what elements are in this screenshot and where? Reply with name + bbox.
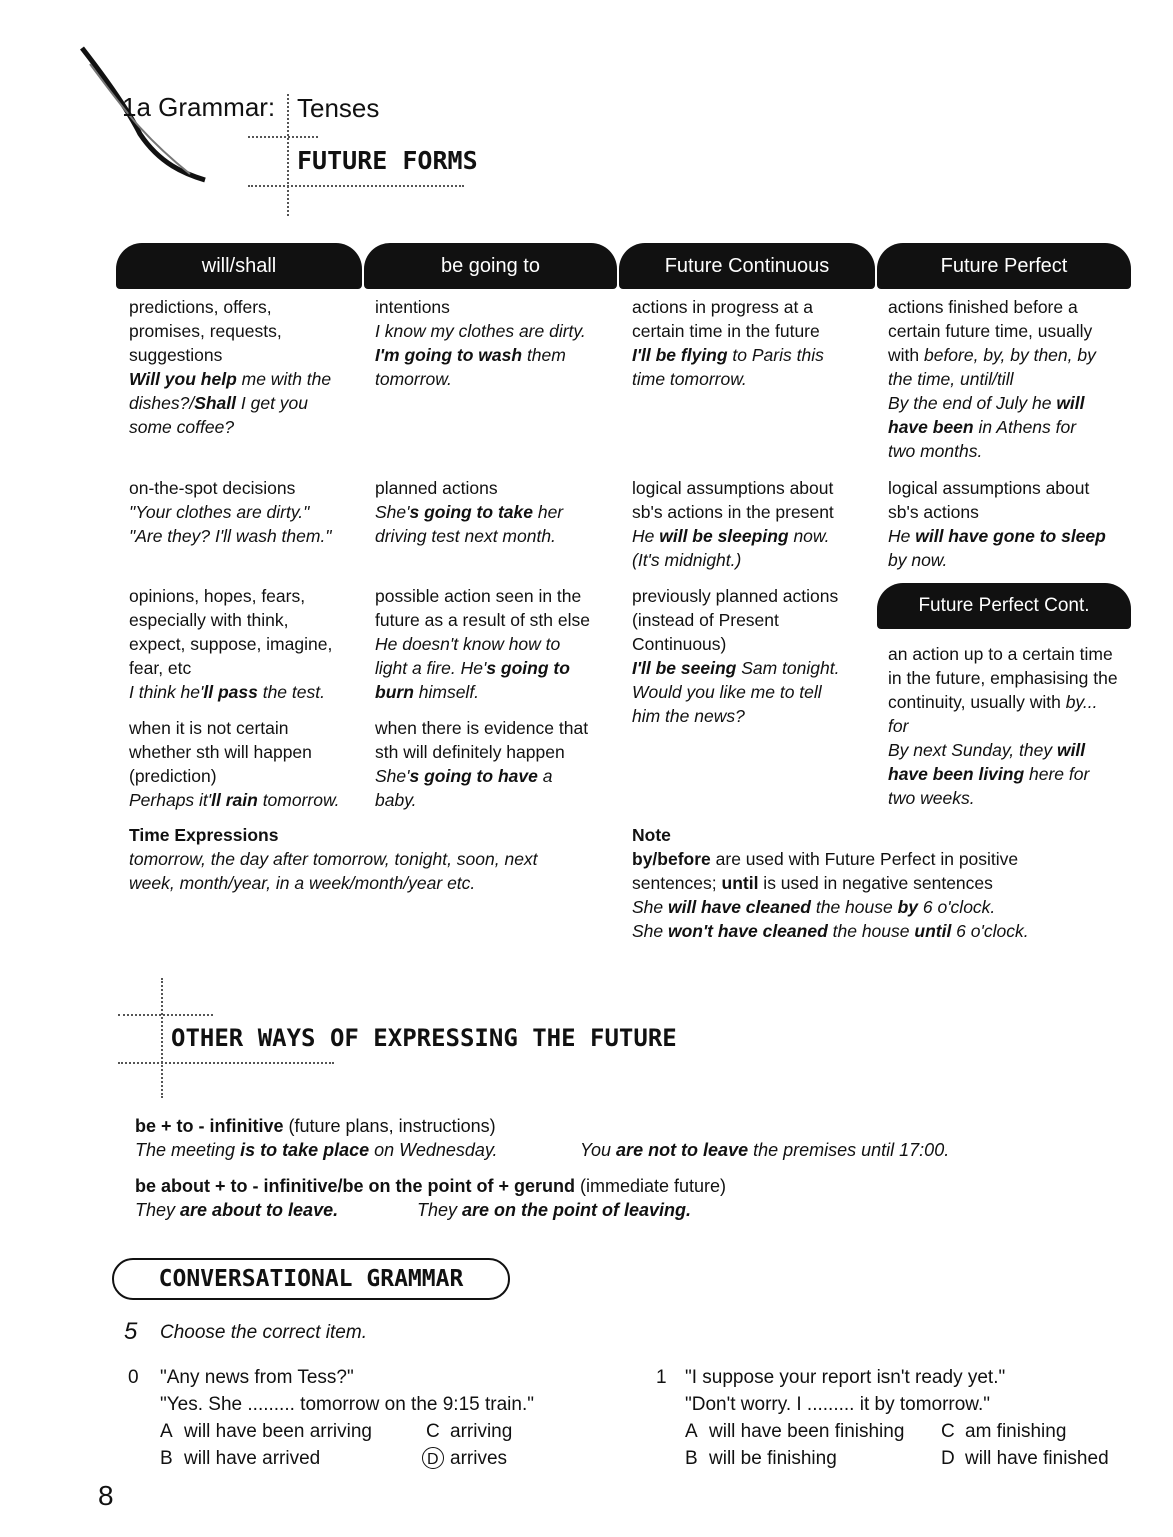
- col-future-continuous-b3: [632, 584, 877, 728]
- option-row: [685, 1445, 1155, 1472]
- option-row: [685, 1418, 1155, 1445]
- example-text: She's going to have a: [375, 766, 553, 786]
- example-text: burn himself.: [375, 682, 480, 702]
- use-text: in the future, emphasising the: [888, 668, 1118, 688]
- use-text: actions finished before a: [888, 297, 1078, 317]
- use-text: predictions, offers,: [129, 297, 272, 317]
- use-text: for: [888, 716, 909, 736]
- example-text: "Your clothes are dirty.": [129, 502, 310, 522]
- use-text: future as a result of sth else: [375, 610, 590, 630]
- option-b[interactable]: B will be finishing: [685, 1448, 837, 1469]
- col-be-going-to-b4: [375, 716, 615, 812]
- question-text: "Don't worry. I ......... it by tomorrow.": [685, 1394, 991, 1415]
- option-a[interactable]: A will have been arriving: [160, 1421, 372, 1442]
- rule-text: be + to - infinitive (future plans, instructions): [135, 1116, 496, 1136]
- example-text: Would you like me to tell: [632, 682, 822, 702]
- use-text: Continuous): [632, 634, 727, 654]
- other-ways-title: OTHER WAYS OF EXPRESSING THE FUTURE: [171, 1024, 677, 1052]
- use-text: an action up to a certain time: [888, 644, 1113, 664]
- other-ways-content: [135, 1114, 1135, 1222]
- col-be-going-to-b2: [375, 476, 615, 548]
- example-text: time tomorrow.: [632, 369, 747, 389]
- example-text: some coffee?: [129, 417, 235, 437]
- section-title: FUTURE FORMS: [297, 146, 478, 175]
- use-text: intentions: [375, 297, 450, 317]
- example-text: I'm going to wash them: [375, 345, 566, 365]
- time-expressions-text: week, month/year, in a week/month/year etc.: [129, 873, 476, 893]
- example-text: She's going to take her: [375, 502, 564, 522]
- note-text: by/before are used with Future Perfect in positive: [632, 849, 1019, 869]
- example-text: I'll be flying to Paris this: [632, 345, 824, 365]
- divider-dots: [118, 1062, 334, 1064]
- example-text: Will you help me with the: [129, 369, 332, 389]
- example-text: He doesn't know how to: [375, 634, 561, 654]
- use-text: sb's actions: [888, 502, 979, 522]
- note-title: Note: [632, 825, 671, 845]
- example-text: driving test next month.: [375, 526, 556, 546]
- use-text: fear, etc: [129, 658, 192, 678]
- note-text: sentences; until is used in negative sentences: [632, 873, 993, 893]
- use-text: promises, requests,: [129, 321, 282, 341]
- question-text: "I suppose your report isn't ready yet.": [685, 1367, 1006, 1388]
- use-text: actions in progress at a: [632, 297, 813, 317]
- note-example: She will have cleaned the house by 6 o'clock.: [632, 897, 996, 917]
- note-box: [632, 823, 1132, 943]
- col-will-shall-b2: [129, 476, 365, 548]
- use-text: logical assumptions about: [632, 478, 834, 498]
- example-text: "Are they? I'll wash them.": [129, 526, 332, 546]
- page-number: 8: [98, 1480, 114, 1511]
- question-number: 0: [128, 1367, 139, 1388]
- use-text: (prediction): [129, 766, 217, 786]
- divider-dots: [161, 978, 163, 1098]
- use-text: expect, suppose, imagine,: [129, 634, 333, 654]
- use-text: continuity, usually with by...: [888, 692, 1098, 712]
- rule-text: be about + to - infinitive/be on the point of + gerund (immediate future): [135, 1176, 727, 1196]
- use-text: when it is not certain: [129, 718, 289, 738]
- header-future-continuous: Future Continuous: [619, 243, 875, 289]
- use-text: sth will definitely happen: [375, 742, 565, 762]
- header-will-shall: will/shall: [116, 243, 362, 289]
- example-text: by now.: [888, 550, 948, 570]
- header-future-perfect: Future Perfect: [877, 243, 1131, 289]
- time-expressions: [129, 823, 609, 895]
- example-text: two weeks.: [888, 788, 975, 808]
- option-row: [160, 1418, 630, 1445]
- question-text: "Yes. She ......... tomorrow on the 9:15 train.": [160, 1394, 534, 1415]
- divider-dots: [287, 94, 289, 216]
- example-text: He will be sleeping now.: [632, 526, 830, 546]
- example-text: I'll be seeing Sam tonight.: [632, 658, 840, 678]
- header-future-perfect-continuous: Future Perfect Cont.: [877, 583, 1131, 629]
- use-text: on-the-spot decisions: [129, 478, 296, 498]
- col-be-going-to: [375, 295, 615, 391]
- divider-dots: [118, 1014, 213, 1016]
- exercise-number: 5: [124, 1318, 138, 1345]
- use-text: (instead of Present: [632, 610, 779, 630]
- example-text: light a fire. He's going to: [375, 658, 570, 678]
- example-text: The meeting is to take place on Wednesday. You are not to leave the premises until 17:00.: [135, 1140, 950, 1160]
- use-text: logical assumptions about: [888, 478, 1090, 498]
- col-will-shall-b4: [129, 716, 365, 812]
- time-expressions-title: Time Expressions: [129, 825, 279, 845]
- example-text: He will have gone to sleep: [888, 526, 1106, 546]
- example-text: tomorrow.: [375, 369, 452, 389]
- example-text: baby.: [375, 790, 417, 810]
- use-text: sb's actions in the present: [632, 502, 834, 522]
- use-text: with before, by, by then, by: [888, 345, 1096, 365]
- option-d[interactable]: D will have finished: [941, 1448, 1109, 1469]
- use-text: previously planned actions: [632, 586, 839, 606]
- col-future-continuous: [632, 295, 877, 391]
- example-text: I know my clothes are dirty.: [375, 321, 586, 341]
- example-text: By the end of July he will: [888, 393, 1085, 413]
- col-future-continuous-b2: [632, 476, 877, 572]
- conversational-grammar-title: CONVERSATIONAL GRAMMAR: [112, 1258, 510, 1300]
- example-text: By next Sunday, they will: [888, 740, 1086, 760]
- exercise-instruction: Choose the correct item.: [160, 1322, 367, 1343]
- use-text: when there is evidence that: [375, 718, 589, 738]
- col-will-shall: [129, 295, 365, 439]
- example-text: I think he'll pass the test.: [129, 682, 325, 702]
- divider-dots: [248, 185, 464, 187]
- note-example: She won't have cleaned the house until 6 o'clock.: [632, 921, 1029, 941]
- option-a[interactable]: A will have been finishing: [685, 1421, 905, 1442]
- page-title: Tenses: [297, 93, 380, 123]
- example-text: two months.: [888, 441, 983, 461]
- use-text: possible action seen in the: [375, 586, 582, 606]
- col-future-perfect-b2: [888, 476, 1133, 572]
- example-text: have been living here for: [888, 764, 1090, 784]
- option-row: [160, 1445, 630, 1472]
- option-d-selected[interactable]: D arrives: [426, 1445, 507, 1473]
- example-text: Perhaps it'll rain tomorrow.: [129, 790, 340, 810]
- time-expressions-text: tomorrow, the day after tomorrow, tonight, soon, next: [129, 849, 538, 869]
- question-1: [685, 1364, 1155, 1472]
- question-text: "Any news from Tess?": [160, 1367, 354, 1388]
- example-text: They are about to leave. They are on the point of leaving.: [135, 1200, 692, 1220]
- use-text: suggestions: [129, 345, 223, 365]
- use-text: certain time in the future: [632, 321, 820, 341]
- example-text: dishes?/Shall I get you: [129, 393, 309, 413]
- col-future-perfect-continuous: [888, 642, 1133, 810]
- use-text: the time, until/till: [888, 369, 1014, 389]
- example-text: (It's midnight.): [632, 550, 742, 570]
- col-future-perfect: [888, 295, 1133, 463]
- example-text: him the news?: [632, 706, 745, 726]
- use-text: whether sth will happen: [129, 742, 312, 762]
- col-be-going-to-b3: [375, 584, 615, 704]
- use-text: certain future time, usually: [888, 321, 1093, 341]
- example-text: have been in Athens for: [888, 417, 1077, 437]
- header-be-going-to: be going to: [364, 243, 617, 289]
- use-text: planned actions: [375, 478, 498, 498]
- divider-dots: [248, 136, 318, 138]
- option-c[interactable]: C am finishing: [941, 1421, 1067, 1442]
- question-number: 1: [656, 1367, 667, 1388]
- selected-answer-circle-icon: D: [426, 1445, 450, 1473]
- use-text: especially with think,: [129, 610, 289, 630]
- use-text: opinions, hopes, fears,: [129, 586, 306, 606]
- unit-label: 1a Grammar:: [122, 92, 276, 122]
- question-0: [160, 1364, 630, 1472]
- col-will-shall-b3: [129, 584, 365, 704]
- option-b[interactable]: B will have arrived: [160, 1448, 321, 1469]
- option-c[interactable]: C arriving: [426, 1421, 513, 1442]
